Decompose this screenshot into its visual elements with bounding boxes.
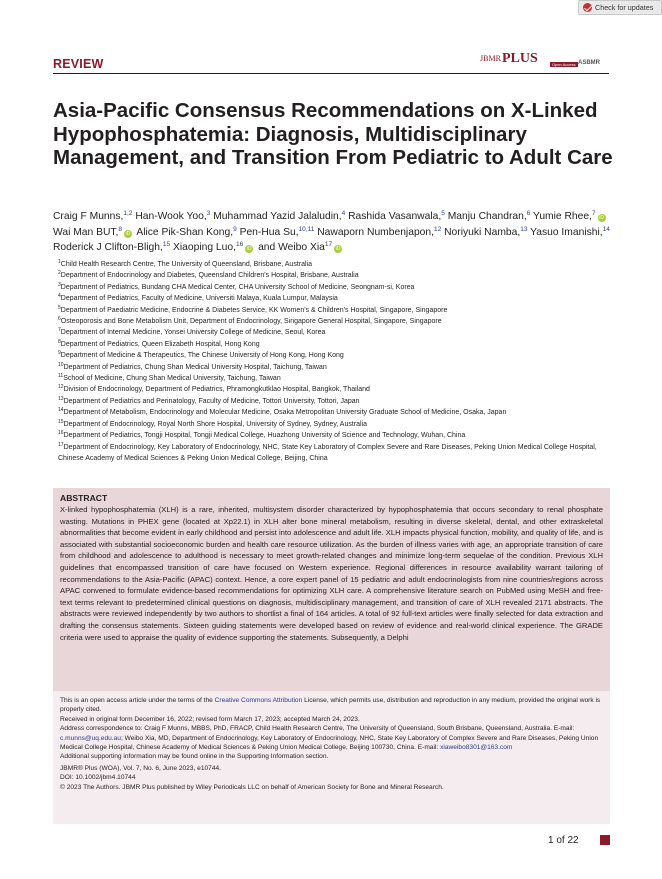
orcid-icon[interactable]: iD: [246, 246, 252, 252]
article-title: Asia-Pacific Consensus Recommendations on X-Linked Hypophosphatemia: Diagnosis, Multidisciplinary Management, and Transition From Pediatric to Adult Care: [53, 99, 613, 169]
author: Wai Man BUT,: [53, 226, 119, 238]
affiliation-number: 5: [58, 304, 61, 311]
license-note: [60, 696, 603, 715]
affiliation-text: Department of Pediatrics and Perinatology, Faculty of Medicine, Tottori University, Tottori, Japan: [63, 397, 360, 405]
author: Nawaporn Numbenjapon,: [317, 226, 434, 238]
affiliation-number: 12: [58, 384, 64, 391]
copyright: © 2023 The Authors. JBMR Plus published by Wiley Periodicals LLC on behalf of American Society for Bone and Mineral Research.: [60, 783, 444, 791]
affiliation-text: Osteoporosis and Bone Metabolism Unit, Department of Endocrinology, Singapore General Hospital, Singapore, Singapore: [60, 318, 442, 326]
affiliation-text: Department of Medicine & Therapeutics, The Chinese University of Hong Kong, Hong Kong: [60, 352, 344, 360]
email-link-2[interactable]: xiaweibo8301@163.com: [440, 744, 513, 752]
author-affiliation-ref: 13: [520, 225, 528, 233]
affiliation-item: [58, 282, 613, 293]
author-affiliation-ref: 7: [591, 210, 596, 217]
abstract-heading: ABSTRACT: [60, 493, 108, 503]
affiliation-text: Division of Endocrinology, Department of Pediatrics, Phramongkutklao Hospital, Bangkok, Thailand: [63, 386, 370, 394]
journal-citation: JBMR® Plus (WOA), Vol. 7, No. 6, June 2023, e10744.: [60, 764, 221, 772]
affiliation-text: Department of Pediatrics, Faculty of Medicine, Universiti Malaya, Kuala Lumpur, Malaysia: [60, 295, 338, 303]
page-marker: [600, 835, 610, 845]
affiliation-item: [58, 373, 613, 384]
affiliation-item: [58, 327, 613, 338]
affiliation-text: Department of Internal Medicine, Yonsei University College of Medicine, Seoul, Korea: [60, 329, 326, 337]
author: Muhammad Yazid Jalaludin,: [213, 211, 342, 222]
author-affiliation-ref: 16: [235, 241, 244, 248]
affiliation-text: Department of Paediatric Medicine, Endocrine & Diabetes Service, KK Women's & Children's Hospital, Singapore, Singapore: [60, 306, 448, 314]
correspondence-text-2: ; Weibo Xia, MD, Department of Endocrinology, Key Laboratory of Endocrinology, NHC, State Key Laboratory of Complex Severe and Rare Diseases, Peking Union Medical College Hospital, Chinese Academy of Medical Sciences & Peking Union Medical College, Beijing 100730, China. E-mail:: [60, 734, 599, 752]
author: Manju Chandran,: [447, 211, 527, 222]
affiliation-item: [58, 259, 613, 270]
affiliation-list: [58, 259, 613, 464]
affiliation-item: [58, 270, 613, 281]
author-affiliation-ref: 14: [602, 225, 610, 233]
affiliation-text: Department of Endocrinology, Key Laboratory of Endocrinology, NHC, State Key Laboratory of Complex Severe and Rare Diseases, Peking Union Medical College Hospital, Chinese Academy of Medical Sciences & Peking Union Medical College, Beijing, China: [58, 443, 597, 462]
affiliation-text: Department of Metabolism, Endocrinology and Molecular Medicine, Osaka Metropolitan University Graduate School of Medicine, Osaka, Japan: [63, 409, 507, 417]
doi: DOI: 10.1002/jbm4.10744: [60, 774, 136, 782]
logo-open-access: Open Access: [552, 62, 576, 67]
author-affiliation-ref: 17: [324, 241, 333, 248]
affiliation-item: [58, 316, 613, 327]
author: Alice Pik-Shan Kong,: [136, 226, 234, 238]
author: Yasuo Imanishi,: [530, 226, 603, 238]
abstract-box: [53, 488, 610, 691]
check-for-updates-button[interactable]: [578, 0, 662, 15]
author-affiliation-ref: 12: [434, 225, 442, 233]
author: Han-Wook Yoo,: [135, 211, 207, 222]
affiliation-item: [58, 339, 613, 350]
affiliation-number: 3: [58, 281, 61, 288]
logo-asbmr: ASBMR: [578, 60, 600, 66]
license-link[interactable]: Creative Commons Attribution: [214, 697, 303, 704]
affiliation-item: [58, 407, 613, 418]
correspondence-text: Address correspondence to: Craig F Munns, MBBS, PhD, FRACP, Child Health Research Centre, The University of Queensland, South Brisbane, Queensland, Australia. E-mail:: [60, 725, 575, 733]
affiliation-number: 11: [58, 373, 64, 380]
affiliation-number: 7: [58, 327, 61, 334]
affiliation-item: [58, 293, 613, 304]
check-updates-label: Check for updates: [595, 3, 654, 12]
section-label: REVIEW: [53, 57, 104, 71]
author-affiliation-ref: 8: [118, 225, 123, 233]
author-affiliation-ref: 4: [341, 210, 346, 217]
affiliation-text: Department of Pediatrics, Bundang CHA Medical Center, CHA University School of Medicine, Seongnam-si, Korea: [60, 283, 415, 291]
affiliation-text: Department of Pediatrics, Queen Elizabeth Hospital, Hong Kong: [60, 340, 260, 348]
orcid-icon[interactable]: iD: [125, 230, 131, 237]
affiliation-number: 13: [58, 395, 64, 402]
author-affiliation-ref: 15: [162, 241, 171, 248]
logo-plus: PLUS: [502, 51, 538, 66]
affiliation-number: 9: [58, 350, 61, 357]
author: and Weibo Xia: [258, 242, 325, 253]
affiliation-item: [58, 396, 613, 407]
affiliation-number: 4: [58, 293, 61, 300]
orcid-icon[interactable]: iD: [335, 246, 341, 252]
orcid-icon[interactable]: iD: [599, 215, 604, 221]
license-text: This is an open access article under the terms of the: [60, 697, 215, 704]
author-list: [53, 209, 613, 256]
affiliation-number: 17: [58, 441, 64, 448]
affiliation-number: 6: [58, 316, 61, 323]
author-affiliation-ref: 6: [526, 210, 531, 217]
license-text-end: License, which permits use, distribution and reproduction in any medium, provided the original work is properly cited.: [60, 697, 601, 714]
check-updates-icon: [583, 3, 592, 12]
author-affiliation-ref: 1,2: [123, 210, 133, 217]
affiliation-item: [58, 442, 613, 465]
correspondence: [60, 724, 603, 752]
logo-jbmr: JBMR: [480, 54, 501, 63]
email-link-1[interactable]: c.munns@uq.edu.au: [60, 734, 121, 742]
affiliation-number: 14: [58, 407, 64, 414]
affiliation-number: 2: [58, 270, 61, 277]
affiliation-item: [58, 305, 613, 316]
footnote-box: [53, 691, 610, 824]
author: Noriyuki Namba,: [444, 226, 521, 238]
author: Rashida Vasanwala,: [348, 211, 442, 222]
affiliation-item: [58, 362, 613, 373]
affiliation-item: [58, 419, 613, 430]
affiliation-text: School of Medicine, Chung Shan Medical University, Taichung, Taiwan: [63, 375, 281, 383]
affiliation-item: [58, 430, 613, 441]
affiliation-text: Department of Pediatrics, Tongji Hospital, Tongji Medical College, Huazhong University of Science and Technology, Wuhan, China: [63, 432, 466, 440]
author: Roderick J Clifton-Bligh,: [53, 242, 163, 253]
affiliation-number: 8: [58, 338, 61, 345]
abstract-text: X-linked hypophosphatemia (XLH) is a rare, inherited, multisystem disorder characterized by hypophosphatemia that occurs secondary to renal phosphate wasting. Mutations in PHEX gene (located at Xp22.1) in XLH alter bone mineral metabolism, resulting in diverse skeletal, dental, and other extraskeletal abnormalities that become evident in early childhood and persist into adolescence and adult life. XLH impacts physical function, mobility, and quality of life, and is associated with substantial socioeconomic burden and health care resource utilization. As the burden of illness varies with age, an appropriate transition of care from childhood and adolescence to adulthood is necessary to meet growth-related changes and minimize long-term sequelae of the condition. Previous XLH guidelines that encompassed transition of care have focused on Western experience. Regional differences in resource availability warrant tailoring of recommendations to the Asia-Pacific (APAC) context. Hence, a core expert panel of 15 pediatric and adult endocrinologists from nine countries/regions across APAC convened to formulate evidence-based recommendations for optimizing XLH care. A comprehensive literature search on PubMed using MeSH and free-text terms relevant to predetermined clinical questions on diagnosis, multidisciplinary management, and transition of care of XLH revealed 2171 abstracts. The abstracts were reviewed independently by two authors to shortlist a final of 164 articles. A total of 92 full-text articles were finally selected for data extraction and drafting the consensus statements. Sixteen guiding statements were developed based on review of evidence and real-world clinical experience. The GRADE criteria were used to appraise the quality of evidence supporting the statements. Subsequently, a Delphi: [60, 505, 603, 642]
header-rule: [53, 73, 609, 74]
affiliation-number: 15: [58, 418, 64, 425]
affiliation-item: [58, 384, 613, 395]
page-number: 1 of 22: [548, 835, 579, 846]
author-affiliation-ref: 10,11: [298, 225, 315, 233]
supporting-info: Additional supporting information may be found online in the Supporting Information section.: [60, 753, 329, 761]
author-affiliation-ref: 9: [233, 225, 237, 233]
journal-logo: [480, 51, 610, 72]
author: Pen-Hua Su,: [239, 226, 299, 238]
affiliation-item: [58, 350, 613, 361]
affiliation-text: Child Health Research Centre, The University of Queensland, Brisbane, Australia: [60, 261, 313, 268]
affiliation-text: Department of Endocrinology and Diabetes, Queensland Children's Hospital, Brisbane, Australia: [60, 272, 359, 280]
author-affiliation-ref: 5: [441, 210, 445, 217]
affiliation-number: 10: [58, 361, 64, 368]
affiliation-number: 1: [58, 259, 61, 265]
received-dates: Received in original form December 16, 2022; revised form March 17, 2023; accepted March 24, 2023.: [60, 715, 360, 723]
author: Xiaoping Luo,: [172, 242, 236, 253]
affiliation-number: 16: [58, 430, 64, 437]
affiliation-text: Department of Pediatrics, Chung Shan Medical University Hospital, Taichung, Taiwan: [63, 363, 327, 371]
author: Yumie Rhee,: [533, 211, 592, 222]
author: Craig F Munns,: [53, 211, 124, 222]
affiliation-text: Department of Endocrinology, Royal North Shore Hospital, University of Sydney, Sydney, Australia: [63, 420, 368, 428]
author-affiliation-ref: 3: [206, 210, 211, 217]
